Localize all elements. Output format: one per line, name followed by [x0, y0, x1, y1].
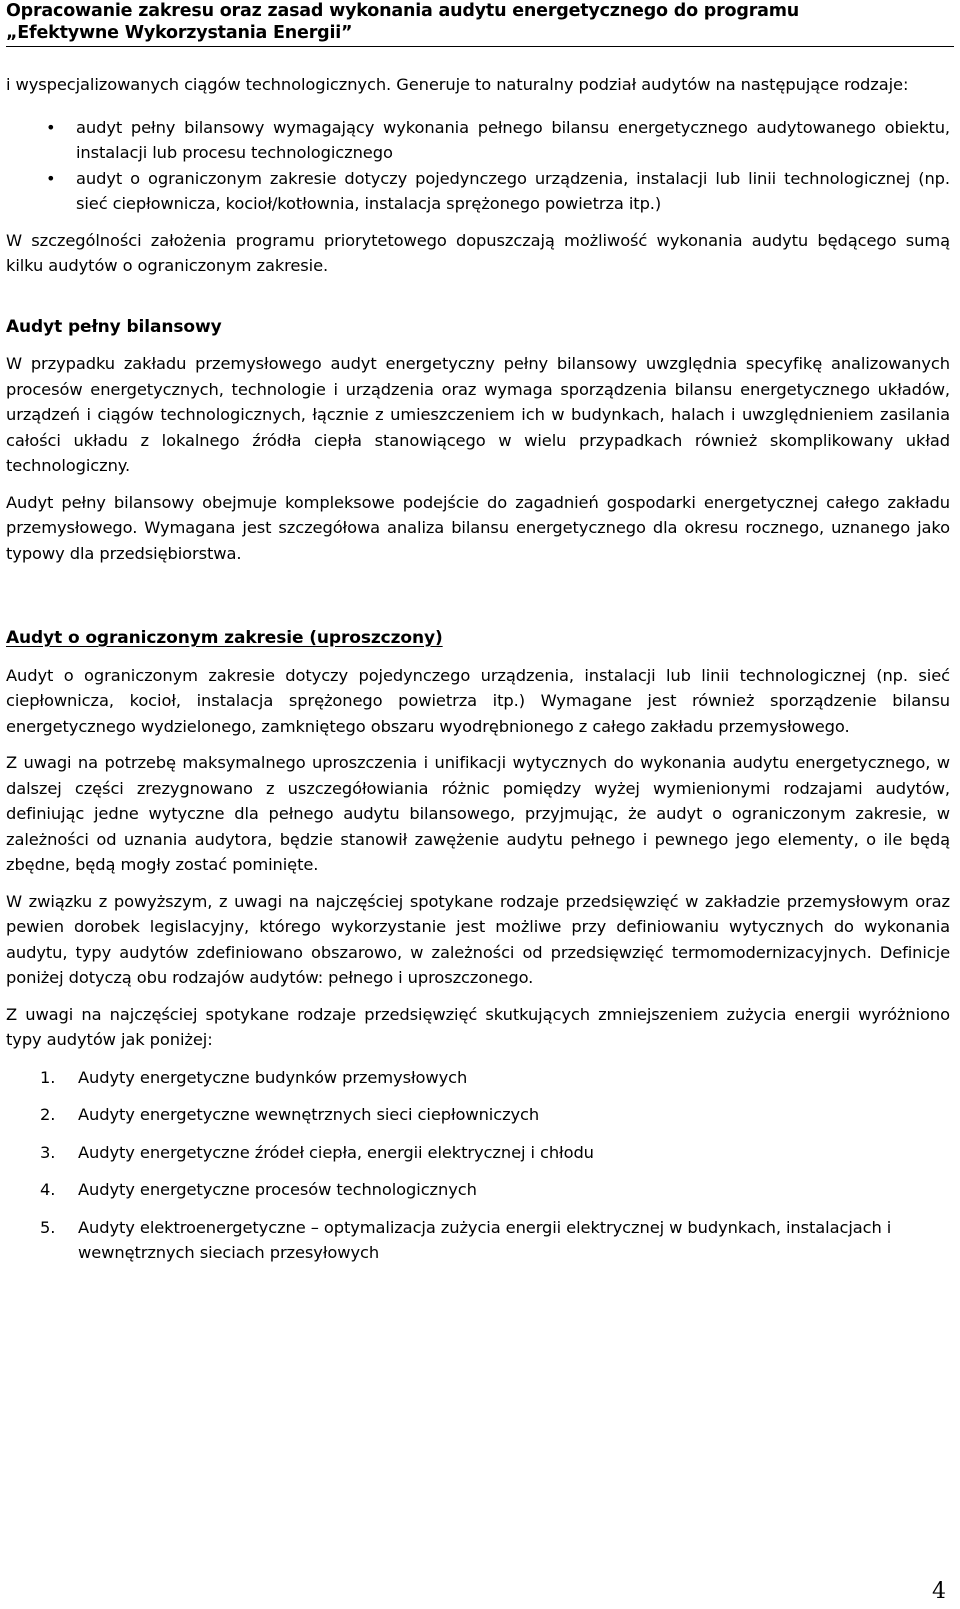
list-item-text: Audyty energetyczne wewnętrznych sieci ciepłowniczych: [78, 1105, 540, 1124]
intro-closing-paragraph: W szczególności założenia programu priorytetowego dopuszczają możliwość wykonania audytu będącego sumą kilku audytów o ograniczonym zakresie.: [6, 230, 950, 275]
list-item-number: 3.: [40, 1142, 56, 1162]
page-body: [6, 72, 950, 1278]
limited-audit-paragraph-1: Audyt o ograniczonym zakresie dotyczy pojedynczego urządzenia, instalacji lub linii technologicznej (np. sieć ciepłownicza, kocioł, instalacja sprężonego powietrza itp.) Wymagane jest również sporządzenie bilansu energetycznego wydzielonego, zamkniętego obszaru wyodrębnionego z całego zakładu przemysłowego.: [6, 665, 950, 736]
audit-types-bullet-list: [6, 115, 950, 217]
list-item-number: 5.: [40, 1217, 56, 1237]
bullet-text: audyt o ograniczonym zakresie dotyczy pojedynczego urządzenia, instalacji lub linii technologicznej (np. sieć ciepłownicza, kocioł/kotłownia, instalacja sprężonego powietrza itp.): [76, 168, 950, 213]
bullet-text: audyt pełny bilansowy wymagający wykonania pełnego bilansu energetycznego audytowanego obiektu, instalacji lub procesu technologicznego: [76, 117, 950, 162]
bullet-item: [6, 166, 950, 217]
intro-paragraph: i wyspecjalizowanych ciągów technologicznych. Generuje to naturalny podział audytów na następujące rodzaje:: [6, 75, 909, 94]
section-heading-limited-audit: [6, 626, 950, 652]
list-item-number: 1.: [40, 1067, 56, 1087]
limited-audit-paragraph-4: Z uwagi na najczęściej spotykane rodzaje przedsięwzięć skutkujących zmniejszeniem zużycia energii wyróżniono typy audytów jak poniżej:: [6, 1004, 950, 1049]
list-item-text: Audyty energetyczne źródeł ciepła, energii elektrycznej i chłodu: [78, 1142, 594, 1162]
list-item-number: 2.: [40, 1105, 56, 1124]
section-heading-limited-audit-text: Audyt o ograniczonym zakresie (uproszczony): [6, 628, 443, 648]
header-line-2: „Efektywne Wykorzystania Energii”: [6, 23, 353, 43]
bullet-icon: •: [46, 117, 56, 137]
limited-audit-paragraph-2: Z uwagi na potrzebę maksymalnego uproszczenia i unifikacji wytycznych do wykonania audytu energetycznego, w dalszej części zrezygnowano z uszczegółowiania różnic pomiędzy wyżej wymienionymi rodzajami audytów, definiując jedne wytyczne dla pełnego audytu bilansowego, przyjmując, że audyt o ograniczonym zakresie, w zależności od uznania audytora, będzie stanowił zawężenie audytu pełnego i pewnego jego elementy, o ile będą zbędne, będą mogły zostać pominięte.: [6, 753, 950, 874]
header-line-1: Opracowanie zakresu oraz zasad wykonania audytu energetycznego do programu: [6, 1, 800, 21]
list-item: [6, 1177, 950, 1203]
full-audit-paragraph-2: Audyt pełny bilansowy obejmuje kompleksowe podejście do zagadnień gospodarki energetycznej całego zakładu przemysłowego. Wymagana jest szczegółowa analiza bilansu energetycznego dla okresu rocznego, uznanego jako typowy dla przedsiębiorstwa.: [6, 492, 950, 563]
header-rule: [6, 46, 954, 47]
bullet-item: [6, 115, 950, 166]
list-item-number: 4.: [40, 1180, 56, 1199]
list-item: [6, 1102, 950, 1128]
list-item: [6, 1065, 950, 1091]
bullet-icon: •: [46, 168, 56, 188]
list-item-text: Audyty energetyczne budynków przemysłowych: [78, 1067, 468, 1087]
section-heading-full-audit: Audyt pełny bilansowy: [6, 316, 222, 337]
list-item-text: Audyty elektroenergetyczne – optymalizacja zużycia energii elektrycznej w budynkach, instalacjach i wewnętrznych sieciach przesyłowych: [78, 1217, 892, 1262]
page-number: 4: [932, 1579, 946, 1604]
list-item: [6, 1140, 950, 1166]
audit-types-numbered-list: [6, 1065, 950, 1266]
full-audit-paragraph-1: W przypadku zakładu przemysłowego audyt energetyczny pełny bilansowy uwzględnia specyfikę analizowanych procesów energetycznych, technologie i urządzenia oraz wymaga sporządzenia bilansu energetycznego układów, urządzeń i ciągów technologicznych, łącznie z umieszczeniem ich w budynkach, halach i uwzględnieniem zasilania całości układu z lokalnego źródła ciepła stanowiącego w wielu przypadkach również skomplikowany układ technologiczny.: [6, 354, 950, 475]
running-header: [6, 0, 954, 44]
list-item-text: Audyty energetyczne procesów technologicznych: [78, 1180, 477, 1199]
list-item: [6, 1215, 950, 1266]
limited-audit-paragraph-3: W związku z powyższym, z uwagi na najczęściej spotykane rodzaje przedsięwzięć w zakładzie przemysłowym oraz pewien dorobek legislacyjny, którego wykorzystanie jest możliwe przy definiowaniu wytycznych do wykonania audytu, typy audytów zdefiniowano obszarowo, w zależności od przedsięwzięć termomodernizacyjnych. Definicje poniżej dotyczą obu rodzajów audytów: pełnego i uproszczonego.: [6, 891, 950, 987]
